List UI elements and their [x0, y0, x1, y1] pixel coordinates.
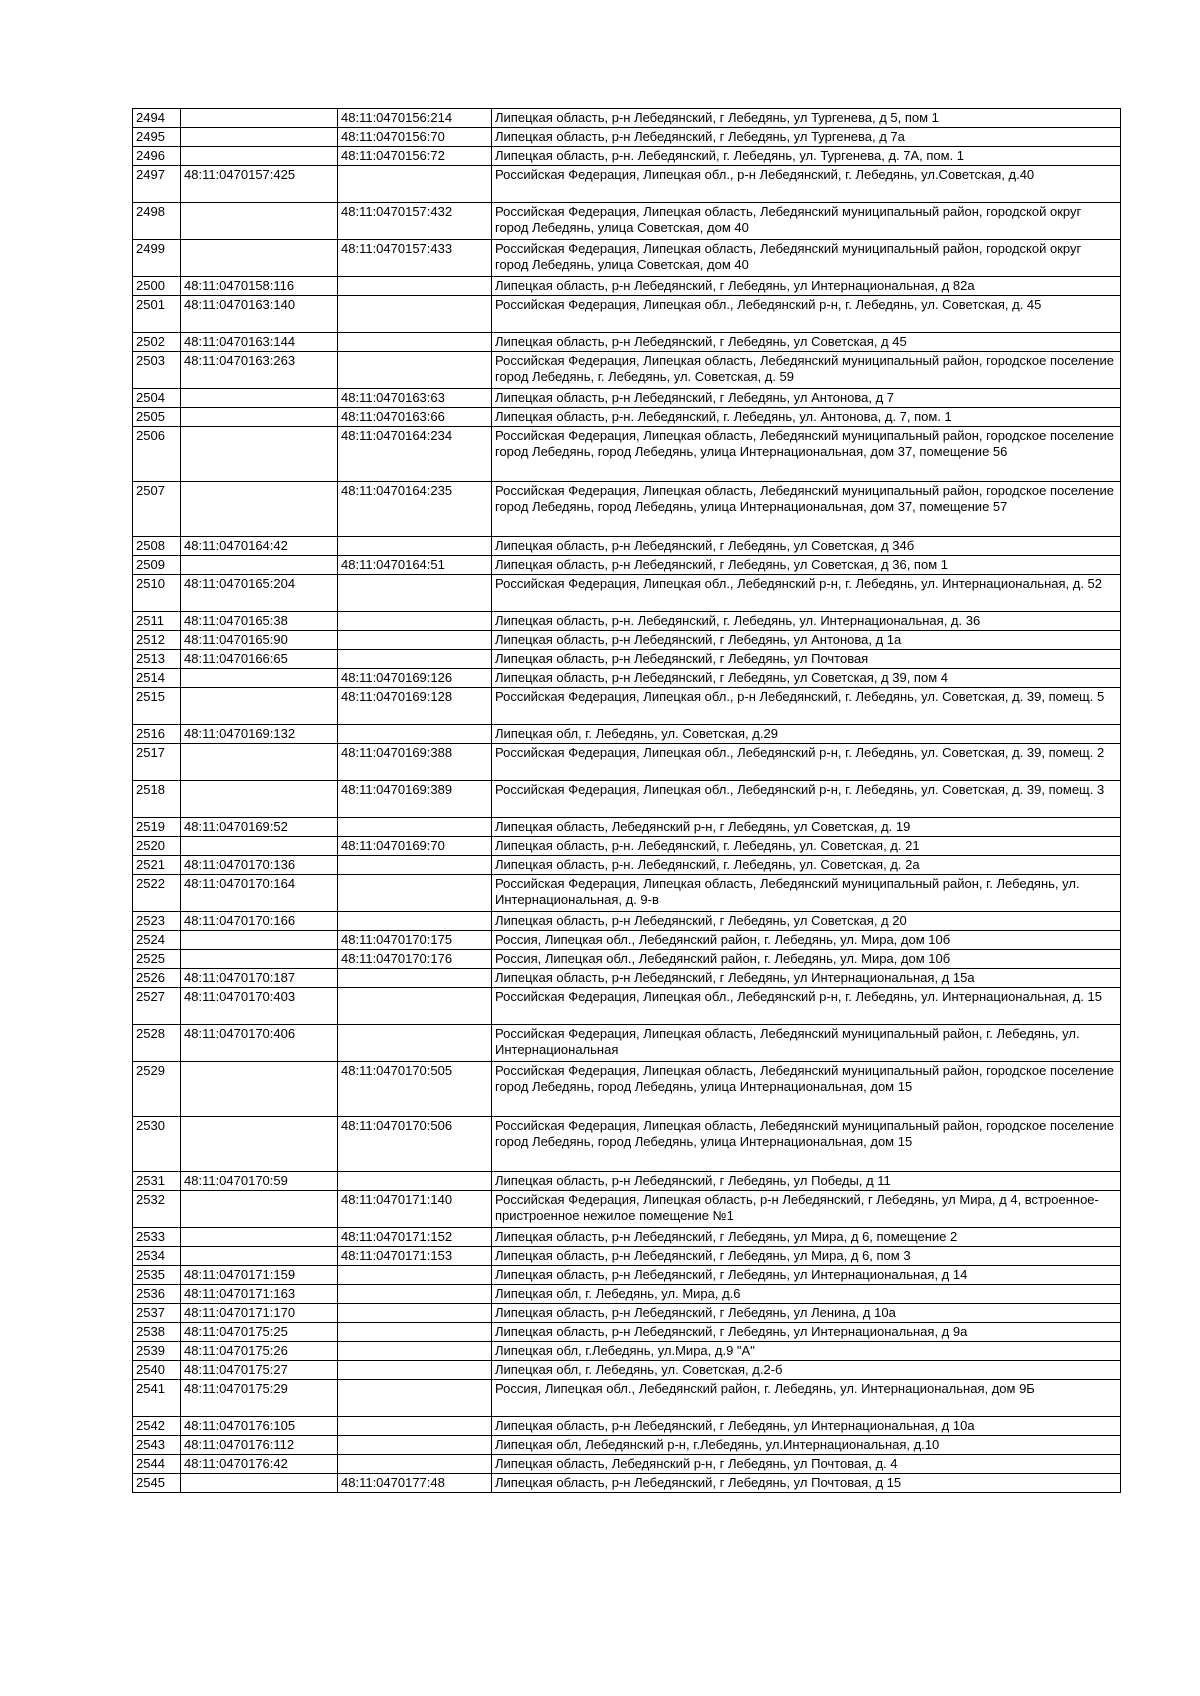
land-cadastral-number-cell — [181, 1228, 338, 1247]
row-number-cell: 2533 — [133, 1228, 181, 1247]
object-cadastral-number-cell — [338, 1172, 492, 1191]
address-cell: Липецкая область, р-н Лебедянский, г Лебедянь, ул Антонова, д 1а — [492, 631, 1121, 650]
land-cadastral-number-cell — [181, 128, 338, 147]
address-cell: Липецкая область, р-н Лебедянский, г Лебедянь, ул Советская, д 20 — [492, 912, 1121, 931]
table-row — [133, 669, 1121, 688]
table-row — [133, 482, 1121, 537]
table-row — [133, 1417, 1121, 1436]
table-row — [133, 1361, 1121, 1380]
table-row — [133, 296, 1121, 333]
row-number-cell: 2545 — [133, 1474, 181, 1493]
address-cell: Российская Федерация, Липецкая обл., Лебедянский р-н, г. Лебедянь, ул. Советская, д. 39, помещ. 3 — [492, 781, 1121, 818]
land-cadastral-number-cell — [181, 744, 338, 781]
row-number-cell: 2522 — [133, 875, 181, 912]
object-cadastral-number-cell: 48:11:0470164:235 — [338, 482, 492, 537]
address-cell: Липецкая область, р-н Лебедянский, г Лебедянь, ул Советская, д 34б — [492, 537, 1121, 556]
object-cadastral-number-cell: 48:11:0470156:70 — [338, 128, 492, 147]
table-row — [133, 744, 1121, 781]
table-row — [133, 575, 1121, 612]
table-row — [133, 631, 1121, 650]
address-cell: Российская Федерация, Липецкая область, Лебедянский муниципальный район, городской округ город Лебедянь, улица Советская, дом 40 — [492, 240, 1121, 277]
table-row — [133, 277, 1121, 296]
address-cell: Липецкая область, р-н Лебедянский, г Лебедянь, ул Почтовая, д 15 — [492, 1474, 1121, 1493]
land-cadastral-number-cell: 48:11:0470165:90 — [181, 631, 338, 650]
row-number-cell: 2536 — [133, 1285, 181, 1304]
object-cadastral-number-cell — [338, 1361, 492, 1380]
object-cadastral-number-cell: 48:11:0470171:140 — [338, 1191, 492, 1228]
object-cadastral-number-cell — [338, 725, 492, 744]
address-cell: Липецкая область, р-н. Лебедянский, г. Лебедянь, ул. Советская, д. 2а — [492, 856, 1121, 875]
row-number-cell: 2504 — [133, 389, 181, 408]
object-cadastral-number-cell: 48:11:0470169:388 — [338, 744, 492, 781]
table-row — [133, 1117, 1121, 1172]
object-cadastral-number-cell: 48:11:0470169:389 — [338, 781, 492, 818]
object-cadastral-number-cell — [338, 988, 492, 1025]
land-cadastral-number-cell: 48:11:0470175:29 — [181, 1380, 338, 1417]
address-cell: Липецкая область, р-н Лебедянский, г Лебедянь, ул Мира, д 6, пом 3 — [492, 1247, 1121, 1266]
object-cadastral-number-cell — [338, 1304, 492, 1323]
object-cadastral-number-cell — [338, 1342, 492, 1361]
row-number-cell: 2515 — [133, 688, 181, 725]
object-cadastral-number-cell: 48:11:0470157:433 — [338, 240, 492, 277]
object-cadastral-number-cell: 48:11:0470170:175 — [338, 931, 492, 950]
land-cadastral-number-cell: 48:11:0470163:263 — [181, 352, 338, 389]
object-cadastral-number-cell — [338, 1285, 492, 1304]
address-cell: Липецкая область, р-н. Лебедянский, г. Лебедянь, ул. Советская, д. 21 — [492, 837, 1121, 856]
land-cadastral-number-cell — [181, 556, 338, 575]
table-row — [133, 1025, 1121, 1062]
address-cell: Липецкая обл, г. Лебедянь, ул. Мира, д.6 — [492, 1285, 1121, 1304]
object-cadastral-number-cell: 48:11:0470164:51 — [338, 556, 492, 575]
object-cadastral-number-cell — [338, 277, 492, 296]
land-cadastral-number-cell: 48:11:0470170:403 — [181, 988, 338, 1025]
table-row — [133, 1172, 1121, 1191]
table-row — [133, 875, 1121, 912]
address-cell: Россия, Липецкая обл., Лебедянский район, г. Лебедянь, ул. Интернациональная, дом 9Б — [492, 1380, 1121, 1417]
row-number-cell: 2516 — [133, 725, 181, 744]
object-cadastral-number-cell: 48:11:0470163:66 — [338, 408, 492, 427]
land-cadastral-number-cell: 48:11:0470171:159 — [181, 1266, 338, 1285]
table-row — [133, 203, 1121, 240]
address-cell: Липецкая обл, г.Лебедянь, ул.Мира, д.9 "А" — [492, 1342, 1121, 1361]
object-cadastral-number-cell — [338, 166, 492, 203]
object-cadastral-number-cell — [338, 333, 492, 352]
address-cell: Липецкая область, р-н Лебедянский, г Лебедянь, ул Интернациональная, д 9а — [492, 1323, 1121, 1342]
row-number-cell: 2506 — [133, 427, 181, 482]
address-cell: Российская Федерация, Липецкая обл., Лебедянский р-н, г. Лебедянь, ул. Интернациональная, д. 15 — [492, 988, 1121, 1025]
object-cadastral-number-cell: 48:11:0470170:176 — [338, 950, 492, 969]
address-cell: Российская Федерация, Липецкая область, р-н Лебедянский, г Лебедянь, ул Мира, д 4, встроенное-пристроенное нежилое помещение №1 — [492, 1191, 1121, 1228]
address-cell: Липецкая область, Лебедянский р-н, г Лебедянь, ул Почтовая, д. 4 — [492, 1455, 1121, 1474]
address-cell: Российская Федерация, Липецкая область, Лебедянский муниципальный район, городское поселение город Лебедянь, город Лебедянь, улица Интернациональная, дом 15 — [492, 1117, 1121, 1172]
row-number-cell: 2509 — [133, 556, 181, 575]
row-number-cell: 2499 — [133, 240, 181, 277]
land-cadastral-number-cell: 48:11:0470165:204 — [181, 575, 338, 612]
row-number-cell: 2512 — [133, 631, 181, 650]
address-cell: Липецкая область, р-н Лебедянский, г Лебедянь, ул Советская, д 39, пом 4 — [492, 669, 1121, 688]
address-cell: Липецкая область, р-н Лебедянский, г Лебедянь, ул Интернациональная, д 15а — [492, 969, 1121, 988]
table-row — [133, 109, 1121, 128]
row-number-cell: 2496 — [133, 147, 181, 166]
registry-body — [133, 109, 1121, 1493]
object-cadastral-number-cell: 48:11:0470156:72 — [338, 147, 492, 166]
land-cadastral-number-cell — [181, 408, 338, 427]
land-cadastral-number-cell — [181, 1474, 338, 1493]
object-cadastral-number-cell: 48:11:0470163:63 — [338, 389, 492, 408]
row-number-cell: 2498 — [133, 203, 181, 240]
land-cadastral-number-cell — [181, 1062, 338, 1117]
row-number-cell: 2530 — [133, 1117, 181, 1172]
land-cadastral-number-cell — [181, 482, 338, 537]
row-number-cell: 2543 — [133, 1436, 181, 1455]
row-number-cell: 2517 — [133, 744, 181, 781]
table-row — [133, 333, 1121, 352]
table-row — [133, 1323, 1121, 1342]
table-row — [133, 1380, 1121, 1417]
address-cell: Липецкая область, Лебедянский р-н, г Лебедянь, ул Советская, д. 19 — [492, 818, 1121, 837]
object-cadastral-number-cell — [338, 612, 492, 631]
row-number-cell: 2525 — [133, 950, 181, 969]
object-cadastral-number-cell — [338, 1323, 492, 1342]
row-number-cell: 2501 — [133, 296, 181, 333]
object-cadastral-number-cell — [338, 352, 492, 389]
object-cadastral-number-cell — [338, 650, 492, 669]
address-cell: Российская Федерация, Липецкая область, Лебедянский муниципальный район, городское поселение город Лебедянь, г. Лебедянь, ул. Советская, д. 59 — [492, 352, 1121, 389]
table-row — [133, 1247, 1121, 1266]
row-number-cell: 2507 — [133, 482, 181, 537]
address-cell: Российская Федерация, Липецкая обл., р-н Лебедянский, г. Лебедянь, ул.Советская, д.40 — [492, 166, 1121, 203]
object-cadastral-number-cell — [338, 1436, 492, 1455]
object-cadastral-number-cell — [338, 537, 492, 556]
row-number-cell: 2535 — [133, 1266, 181, 1285]
row-number-cell: 2541 — [133, 1380, 181, 1417]
table-row — [133, 1304, 1121, 1323]
land-cadastral-number-cell — [181, 389, 338, 408]
address-cell: Липецкая обл, г. Лебедянь, ул. Советская, д.2-б — [492, 1361, 1121, 1380]
land-cadastral-number-cell — [181, 1247, 338, 1266]
table-row — [133, 950, 1121, 969]
table-row — [133, 931, 1121, 950]
table-row — [133, 969, 1121, 988]
object-cadastral-number-cell: 48:11:0470171:153 — [338, 1247, 492, 1266]
row-number-cell: 2495 — [133, 128, 181, 147]
land-cadastral-number-cell — [181, 1191, 338, 1228]
address-cell: Липецкая область, р-н. Лебедянский, г. Лебедянь, ул. Тургенева, д. 7А, пом. 1 — [492, 147, 1121, 166]
object-cadastral-number-cell: 48:11:0470171:152 — [338, 1228, 492, 1247]
table-row — [133, 1062, 1121, 1117]
table-row — [133, 1436, 1121, 1455]
table-row — [133, 147, 1121, 166]
address-cell: Российская Федерация, Липецкая область, Лебедянский муниципальный район, городское поселение город Лебедянь, город Лебедянь, улица Интернациональная, дом 15 — [492, 1062, 1121, 1117]
row-number-cell: 2520 — [133, 837, 181, 856]
land-cadastral-number-cell: 48:11:0470176:105 — [181, 1417, 338, 1436]
address-cell: Российская Федерация, Липецкая обл., Лебедянский р-н, г. Лебедянь, ул. Советская, д. 45 — [492, 296, 1121, 333]
object-cadastral-number-cell — [338, 818, 492, 837]
table-row — [133, 408, 1121, 427]
land-cadastral-number-cell: 48:11:0470170:164 — [181, 875, 338, 912]
land-cadastral-number-cell — [181, 837, 338, 856]
table-row — [133, 781, 1121, 818]
row-number-cell: 2527 — [133, 988, 181, 1025]
address-cell: Липецкая область, р-н Лебедянский, г Лебедянь, ул Советская, д 45 — [492, 333, 1121, 352]
address-cell: Российская Федерация, Липецкая обл., р-н Лебедянский, г. Лебедянь, ул. Советская, д. 39, помещ. 5 — [492, 688, 1121, 725]
object-cadastral-number-cell — [338, 575, 492, 612]
object-cadastral-number-cell: 48:11:0470157:432 — [338, 203, 492, 240]
object-cadastral-number-cell — [338, 1380, 492, 1417]
object-cadastral-number-cell — [338, 1455, 492, 1474]
address-cell: Российская Федерация, Липецкая область, Лебедянский муниципальный район, городское поселение город Лебедянь, город Лебедянь, улица Интернациональная, дом 37, помещение 56 — [492, 427, 1121, 482]
address-cell: Российская Федерация, Липецкая обл., Лебедянский р-н, г. Лебедянь, ул. Советская, д. 39, помещ. 2 — [492, 744, 1121, 781]
address-cell: Липецкая обл, г. Лебедянь, ул. Советская, д.29 — [492, 725, 1121, 744]
object-cadastral-number-cell — [338, 969, 492, 988]
land-cadastral-number-cell: 48:11:0470170:406 — [181, 1025, 338, 1062]
address-cell: Липецкая область, р-н Лебедянский, г Лебедянь, ул Интернациональная, д 82а — [492, 277, 1121, 296]
object-cadastral-number-cell: 48:11:0470170:506 — [338, 1117, 492, 1172]
address-cell: Липецкая область, р-н. Лебедянский, г. Лебедянь, ул. Интернациональная, д. 36 — [492, 612, 1121, 631]
row-number-cell: 2502 — [133, 333, 181, 352]
object-cadastral-number-cell: 48:11:0470170:505 — [338, 1062, 492, 1117]
address-cell: Россия, Липецкая обл., Лебедянский район, г. Лебедянь, ул. Мира, дом 10б — [492, 931, 1121, 950]
row-number-cell: 2508 — [133, 537, 181, 556]
object-cadastral-number-cell: 48:11:0470169:126 — [338, 669, 492, 688]
land-cadastral-number-cell: 48:11:0470170:187 — [181, 969, 338, 988]
land-cadastral-number-cell: 48:11:0470170:136 — [181, 856, 338, 875]
row-number-cell: 2521 — [133, 856, 181, 875]
row-number-cell: 2503 — [133, 352, 181, 389]
object-cadastral-number-cell — [338, 1025, 492, 1062]
table-row — [133, 856, 1121, 875]
address-cell: Липецкая область, р-н Лебедянский, г Лебедянь, ул Интернациональная, д 10а — [492, 1417, 1121, 1436]
row-number-cell: 2505 — [133, 408, 181, 427]
row-number-cell: 2500 — [133, 277, 181, 296]
row-number-cell: 2526 — [133, 969, 181, 988]
property-registry-table — [132, 108, 1121, 1493]
table-row — [133, 556, 1121, 575]
land-cadastral-number-cell: 48:11:0470165:38 — [181, 612, 338, 631]
address-cell: Липецкая область, р-н Лебедянский, г Лебедянь, ул Тургенева, д 7а — [492, 128, 1121, 147]
land-cadastral-number-cell: 48:11:0470171:170 — [181, 1304, 338, 1323]
row-number-cell: 2494 — [133, 109, 181, 128]
table-row — [133, 166, 1121, 203]
table-row — [133, 1285, 1121, 1304]
table-row — [133, 128, 1121, 147]
table-row — [133, 352, 1121, 389]
address-cell: Россия, Липецкая обл., Лебедянский район, г. Лебедянь, ул. Мира, дом 10б — [492, 950, 1121, 969]
land-cadastral-number-cell: 48:11:0470163:140 — [181, 296, 338, 333]
address-cell: Российская Федерация, Липецкая область, Лебедянский муниципальный район, городское поселение город Лебедянь, город Лебедянь, улица Интернациональная, дом 37, помещение 57 — [492, 482, 1121, 537]
table-row — [133, 912, 1121, 931]
table-row — [133, 240, 1121, 277]
land-cadastral-number-cell — [181, 147, 338, 166]
row-number-cell: 2528 — [133, 1025, 181, 1062]
table-row — [133, 837, 1121, 856]
row-number-cell: 2531 — [133, 1172, 181, 1191]
land-cadastral-number-cell: 48:11:0470176:112 — [181, 1436, 338, 1455]
address-cell: Липецкая область, р-н Лебедянский, г Лебедянь, ул Ленина, д 10а — [492, 1304, 1121, 1323]
object-cadastral-number-cell: 48:11:0470169:128 — [338, 688, 492, 725]
table-row — [133, 389, 1121, 408]
land-cadastral-number-cell — [181, 950, 338, 969]
land-cadastral-number-cell — [181, 781, 338, 818]
table-row — [133, 1474, 1121, 1493]
object-cadastral-number-cell — [338, 296, 492, 333]
row-number-cell: 2529 — [133, 1062, 181, 1117]
address-cell: Липецкая область, р-н Лебедянский, г Лебедянь, ул Мира, д 6, помещение 2 — [492, 1228, 1121, 1247]
land-cadastral-number-cell: 48:11:0470163:144 — [181, 333, 338, 352]
table-row — [133, 988, 1121, 1025]
object-cadastral-number-cell: 48:11:0470156:214 — [338, 109, 492, 128]
row-number-cell: 2538 — [133, 1323, 181, 1342]
table-row — [133, 650, 1121, 669]
address-cell: Российская Федерация, Липецкая область, Лебедянский муниципальный район, г. Лебедянь, ул. Интернациональная, д. 9-в — [492, 875, 1121, 912]
row-number-cell: 2519 — [133, 818, 181, 837]
table-row — [133, 537, 1121, 556]
table-row — [133, 725, 1121, 744]
land-cadastral-number-cell: 48:11:0470166:65 — [181, 650, 338, 669]
row-number-cell: 2524 — [133, 931, 181, 950]
land-cadastral-number-cell: 48:11:0470176:42 — [181, 1455, 338, 1474]
object-cadastral-number-cell: 48:11:0470169:70 — [338, 837, 492, 856]
land-cadastral-number-cell: 48:11:0470169:52 — [181, 818, 338, 837]
land-cadastral-number-cell: 48:11:0470171:163 — [181, 1285, 338, 1304]
land-cadastral-number-cell — [181, 109, 338, 128]
table-row — [133, 612, 1121, 631]
land-cadastral-number-cell — [181, 688, 338, 725]
object-cadastral-number-cell: 48:11:0470164:234 — [338, 427, 492, 482]
land-cadastral-number-cell: 48:11:0470175:27 — [181, 1361, 338, 1380]
address-cell: Липецкая область, р-н Лебедянский, г Лебедянь, ул Советская, д 36, пом 1 — [492, 556, 1121, 575]
row-number-cell: 2539 — [133, 1342, 181, 1361]
row-number-cell: 2532 — [133, 1191, 181, 1228]
land-cadastral-number-cell — [181, 1117, 338, 1172]
address-cell: Липецкая область, р-н Лебедянский, г Лебедянь, ул Тургенева, д 5, пом 1 — [492, 109, 1121, 128]
row-number-cell: 2537 — [133, 1304, 181, 1323]
land-cadastral-number-cell: 48:11:0470175:26 — [181, 1342, 338, 1361]
address-cell: Липецкая обл, Лебедянский р-н, г.Лебедянь, ул.Интернациональная, д.10 — [492, 1436, 1121, 1455]
land-cadastral-number-cell — [181, 931, 338, 950]
land-cadastral-number-cell — [181, 203, 338, 240]
land-cadastral-number-cell: 48:11:0470158:116 — [181, 277, 338, 296]
row-number-cell: 2497 — [133, 166, 181, 203]
land-cadastral-number-cell: 48:11:0470157:425 — [181, 166, 338, 203]
object-cadastral-number-cell — [338, 856, 492, 875]
object-cadastral-number-cell — [338, 912, 492, 931]
land-cadastral-number-cell — [181, 240, 338, 277]
row-number-cell: 2511 — [133, 612, 181, 631]
document-page — [132, 108, 1120, 1493]
address-cell: Российская Федерация, Липецкая обл., Лебедянский р-н, г. Лебедянь, ул. Интернациональная, д. 52 — [492, 575, 1121, 612]
address-cell: Липецкая область, р-н Лебедянский, г Лебедянь, ул Антонова, д 7 — [492, 389, 1121, 408]
address-cell: Липецкая область, р-н Лебедянский, г Лебедянь, ул Интернациональная, д 14 — [492, 1266, 1121, 1285]
table-row — [133, 688, 1121, 725]
land-cadastral-number-cell: 48:11:0470164:42 — [181, 537, 338, 556]
land-cadastral-number-cell — [181, 427, 338, 482]
object-cadastral-number-cell — [338, 1417, 492, 1436]
table-row — [133, 1455, 1121, 1474]
address-cell: Липецкая область, р-н. Лебедянский, г. Лебедянь, ул. Антонова, д. 7, пом. 1 — [492, 408, 1121, 427]
table-row — [133, 427, 1121, 482]
object-cadastral-number-cell: 48:11:0470177:48 — [338, 1474, 492, 1493]
land-cadastral-number-cell: 48:11:0470169:132 — [181, 725, 338, 744]
row-number-cell: 2510 — [133, 575, 181, 612]
row-number-cell: 2514 — [133, 669, 181, 688]
table-row — [133, 818, 1121, 837]
row-number-cell: 2540 — [133, 1361, 181, 1380]
address-cell: Российская Федерация, Липецкая область, Лебедянский муниципальный район, г. Лебедянь, ул. Интернациональная — [492, 1025, 1121, 1062]
object-cadastral-number-cell — [338, 1266, 492, 1285]
address-cell: Липецкая область, р-н Лебедянский, г Лебедянь, ул Почтовая — [492, 650, 1121, 669]
land-cadastral-number-cell: 48:11:0470170:166 — [181, 912, 338, 931]
row-number-cell: 2544 — [133, 1455, 181, 1474]
row-number-cell: 2518 — [133, 781, 181, 818]
address-cell: Липецкая область, р-н Лебедянский, г Лебедянь, ул Победы, д 11 — [492, 1172, 1121, 1191]
table-row — [133, 1266, 1121, 1285]
object-cadastral-number-cell — [338, 631, 492, 650]
row-number-cell: 2513 — [133, 650, 181, 669]
table-row — [133, 1342, 1121, 1361]
object-cadastral-number-cell — [338, 875, 492, 912]
land-cadastral-number-cell — [181, 669, 338, 688]
land-cadastral-number-cell: 48:11:0470175:25 — [181, 1323, 338, 1342]
address-cell: Российская Федерация, Липецкая область, Лебедянский муниципальный район, городской округ город Лебедянь, улица Советская, дом 40 — [492, 203, 1121, 240]
land-cadastral-number-cell: 48:11:0470170:59 — [181, 1172, 338, 1191]
table-row — [133, 1228, 1121, 1247]
row-number-cell: 2542 — [133, 1417, 181, 1436]
table-row — [133, 1191, 1121, 1228]
row-number-cell: 2534 — [133, 1247, 181, 1266]
row-number-cell: 2523 — [133, 912, 181, 931]
